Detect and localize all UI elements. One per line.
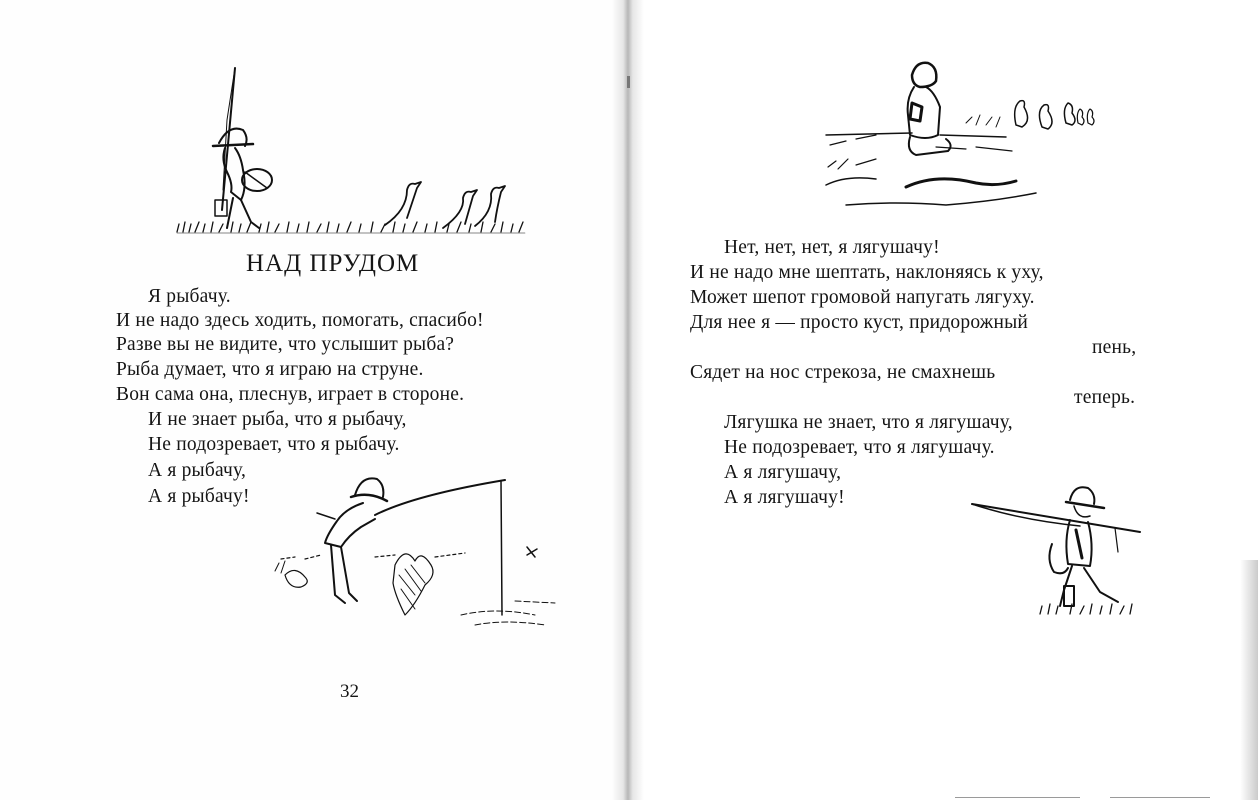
poem-line: Сядет на нос стрекоза, не смахнешь <box>690 362 996 383</box>
left-page <box>0 0 628 800</box>
poem-line: теперь. <box>1074 387 1136 408</box>
poem-line: Нет, нет, нет, я лягушачу! <box>724 237 940 258</box>
poem-line: Я рыбачу. <box>148 286 231 307</box>
page-number: 32 <box>340 681 359 702</box>
poem-line: Вон сама она, плеснув, играет в стороне. <box>116 384 465 405</box>
page-edge-line <box>1110 797 1210 798</box>
poem-line: Разве вы не видите, что услышит рыба? <box>116 334 455 355</box>
poem-line: Лягушка не знает, что я лягушачу, <box>724 412 1013 433</box>
page-edge-shadow <box>1240 560 1258 800</box>
poem-line: А я рыбачу! <box>148 486 250 507</box>
poem-line: Рыба думает, что я играю на струне. <box>116 359 424 380</box>
boy-walking-with-ducks-illustration <box>175 60 535 240</box>
poem-line: И не знает рыба, что я рыбачу, <box>148 409 407 430</box>
boy-fishing-at-pond-illustration <box>265 465 565 635</box>
poem-title: НАД ПРУДОМ <box>246 250 420 277</box>
boy-walking-with-net-illustration <box>960 480 1160 625</box>
page-edge-line <box>955 797 1080 798</box>
poem-line: Не подозревает, что я лягушачу. <box>724 437 995 458</box>
poem-line: А я лягушачу, <box>724 462 842 483</box>
right-page <box>628 0 1258 800</box>
poem-line: пень, <box>1092 337 1137 358</box>
poem-line: А я лягушачу! <box>724 487 845 508</box>
poem-line: Для нее я — просто куст, придорожный <box>690 312 1029 333</box>
poem-line: Не подозревает, что я рыбачу. <box>148 434 400 455</box>
poem-line: А я рыбачу, <box>148 460 247 481</box>
poem-line: И не надо здесь ходить, помогать, спасибо! <box>116 310 484 331</box>
poem-line: Может шепот громовой напугать лягуху. <box>690 287 1035 308</box>
poem-line: И не надо мне шептать, наклоняясь к уху, <box>690 262 1044 283</box>
boy-kneeling-with-ducklings-illustration <box>816 55 1116 215</box>
